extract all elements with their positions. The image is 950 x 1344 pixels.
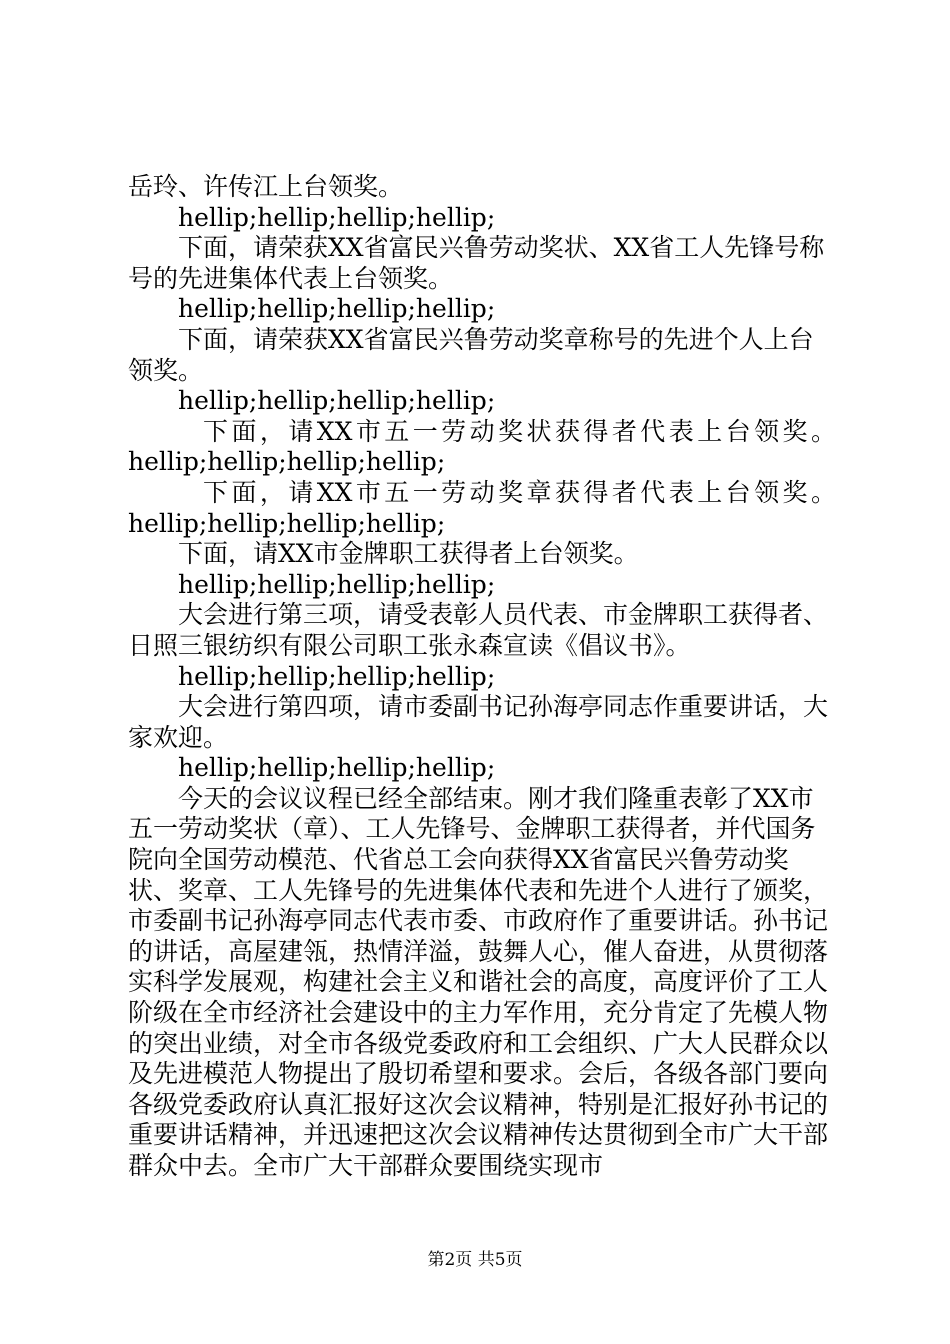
paragraph-13: 大会进行第三项，请受表彰人员代表、市金牌职工获得者、日照三银纺织有限公司职工张永森宣读《倡议书》。	[128, 600, 829, 660]
paragraph-9: 下面，请XX市五一劳动奖章获得者代表上台领奖。	[203, 477, 836, 507]
paragraph-5: 下面，请荣获XX省富民兴鲁劳动奖章称号的先进个人上台领奖。	[128, 324, 814, 385]
paragraph-ellipsis: hellip;hellip;hellip;hellip;	[178, 661, 496, 691]
paragraph-3: 下面，请荣获XX省富民兴鲁劳动奖状、XX省工人先锋号称号的先进集体代表上台领奖。	[128, 233, 825, 293]
page-number-footer: 第2页 共5页	[427, 1250, 523, 1270]
document-body	[128, 172, 836, 1182]
paragraph-17: 今天的会议议程已经全部结束。刚才我们隆重表彰了XX市五一劳动奖状（章）、工人先锋号、金牌职工获得者，并代国务院向全国劳动模范、代省总工会向获得XX省富民兴鲁劳动奖状、奖章、工人先锋号的先进集体代表和先进个人进行了颁奖，市委副书记孙海亭同志代表市委、市政府作了重要讲话。孙书记的讲话，高屋建瓴，热情洋溢，鼓舞人心，催人奋进，从贯彻落实科学发展观，构建社会主义和谐社会的高度，高度评价了工人阶级在全市经济社会建设中的主力军作用，充分肯定了先模人物的突出业绩，对全市各级党委政府和工会组织、广大人民群众以及先进模范人物提出了殷切希望和要求。会后，各级各部门要向各级党委政府认真汇报好这次会议精神，特别是汇报好孙书记的重要讲话精神，并迅速把这次会议精神传达贯彻到全市广大干部群众中去。全市广大干部群众要围绕实现市	[128, 783, 829, 1180]
paragraph-ellipsis: hellip;hellip;hellip;hellip;	[178, 294, 496, 324]
paragraph-15: 大会进行第四项，请市委副书记孙海亭同志作重要讲话，大家欢迎。	[128, 692, 829, 752]
paragraph-ellipsis: hellip;hellip;hellip;hellip;	[178, 753, 496, 783]
paragraph-11: 下面，请XX市金牌职工获得者上台领奖。	[178, 539, 639, 569]
paragraph-ellipsis: hellip;hellip;hellip;hellip;	[178, 569, 496, 599]
paragraph-1: 岳玲、许传江上台领奖。	[128, 172, 404, 201]
paragraph-ellipsis: hellip;hellip;hellip;hellip;	[178, 386, 496, 416]
paragraph-7: 下面，请XX市五一劳动奖状获得者代表上台领奖。	[203, 416, 836, 446]
paragraph-ellipsis: hellip;hellip;hellip;hellip;	[178, 202, 496, 232]
paragraph-ellipsis: hellip;hellip;hellip;hellip;	[128, 508, 446, 538]
paragraph-ellipsis: hellip;hellip;hellip;hellip;	[128, 447, 446, 477]
